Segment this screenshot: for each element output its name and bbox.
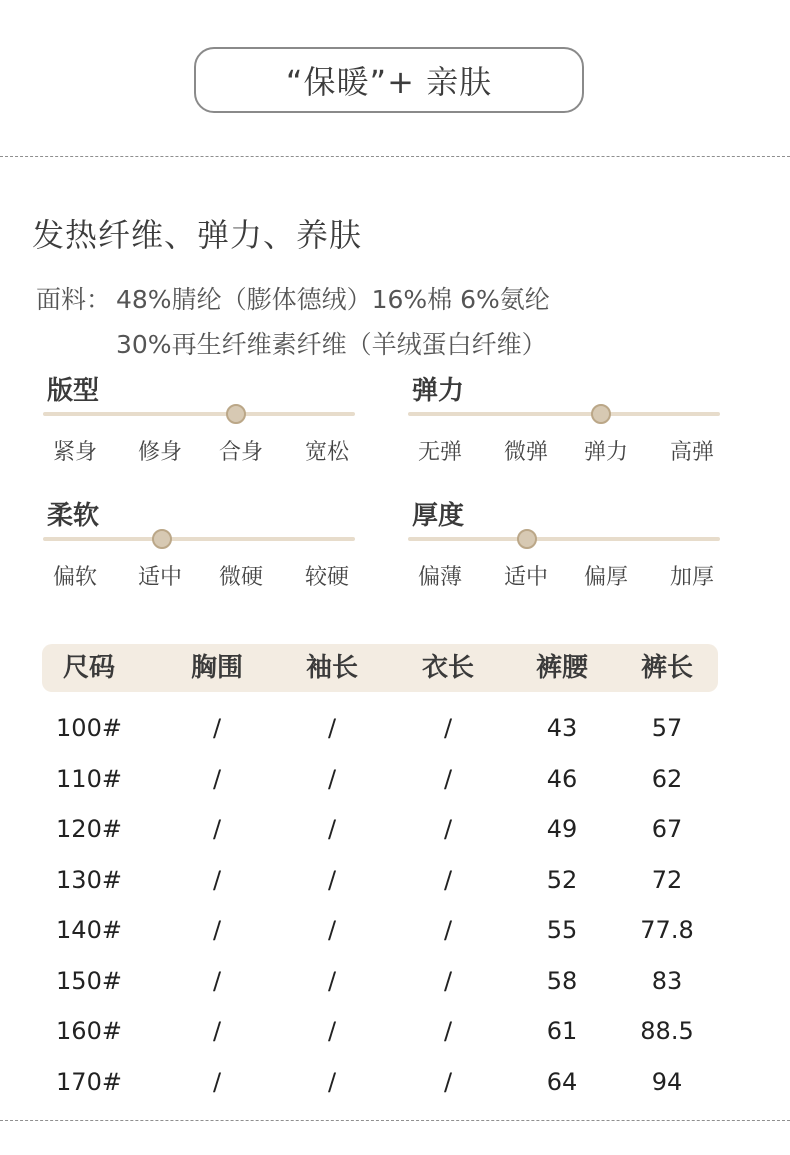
rating-title: 弹力 xyxy=(412,376,465,406)
rating-option: 偏软 xyxy=(52,565,98,590)
table-cell: / xyxy=(327,865,337,894)
table-cell: / xyxy=(212,916,222,944)
table-cell: 64 xyxy=(546,1067,578,1096)
rating-option: 无弹 xyxy=(417,440,463,465)
rating-option: 适中 xyxy=(503,565,549,590)
divider-bottom xyxy=(0,1120,790,1121)
rating-option: 较硬 xyxy=(304,565,350,590)
table-cell: 170# xyxy=(56,1067,122,1096)
rating-option: 微硬 xyxy=(218,565,264,590)
page-title: “保暖”+ 亲肤 xyxy=(285,63,493,101)
features-heading: 发热纤维、弹力、养肤 xyxy=(32,216,363,254)
table-row xyxy=(0,1057,790,1107)
table-cell: / xyxy=(212,966,222,995)
table-cell: / xyxy=(212,865,222,894)
rating-option: 微弹 xyxy=(503,440,549,465)
table-cell: 130# xyxy=(56,865,122,894)
rating-option: 紧身 xyxy=(52,440,98,465)
table-header-cell: 衣长 xyxy=(421,653,475,683)
rating-option: 弹力 xyxy=(583,440,629,465)
table-row xyxy=(0,804,790,854)
table-cell: / xyxy=(212,1017,222,1045)
table-cell: / xyxy=(443,916,453,944)
rating-indicator xyxy=(226,404,246,424)
table-cell: / xyxy=(327,966,337,995)
table-cell: 83 xyxy=(651,966,683,995)
table-cell: / xyxy=(443,714,453,742)
rating-track xyxy=(408,537,720,541)
table-cell: / xyxy=(212,1067,222,1096)
table-cell: 61 xyxy=(546,1017,578,1045)
table-cell: / xyxy=(443,815,453,843)
table-cell: / xyxy=(327,764,337,793)
fabric-composition-line-1: 48%腈纶（膨体德绒）16%棉 6%氨纶 xyxy=(116,285,550,314)
table-header-cell: 裤长 xyxy=(640,653,694,683)
fabric-composition-line-2: 30%再生纤维素纤维（羊绒蛋白纤维） xyxy=(116,330,547,359)
table-cell: / xyxy=(212,714,222,742)
title-banner xyxy=(194,47,584,113)
table-cell: / xyxy=(443,1067,453,1096)
table-cell: 94 xyxy=(651,1067,683,1096)
table-cell: 88.5 xyxy=(640,1017,694,1045)
table-cell: 72 xyxy=(651,865,683,894)
table-cell: 160# xyxy=(56,1017,122,1045)
table-cell: 140# xyxy=(56,916,122,944)
rating-track xyxy=(43,412,355,416)
rating-option: 偏厚 xyxy=(583,565,629,590)
rating-track xyxy=(408,412,720,416)
table-row xyxy=(0,855,790,905)
rating-title: 版型 xyxy=(47,376,100,406)
table-header-cell: 胸围 xyxy=(190,653,244,683)
table-cell: / xyxy=(212,764,222,793)
table-cell: 77.8 xyxy=(640,916,694,944)
table-cell: / xyxy=(443,1017,453,1045)
table-cell: / xyxy=(327,1017,337,1045)
rating-option: 偏薄 xyxy=(417,565,463,590)
fabric-label: 面料： xyxy=(36,285,112,314)
table-cell: 62 xyxy=(651,764,683,793)
table-cell: 46 xyxy=(546,764,578,793)
rating-option: 修身 xyxy=(137,440,183,465)
rating-track xyxy=(43,537,355,541)
divider-top xyxy=(0,156,790,157)
table-cell: 120# xyxy=(56,815,122,843)
table-cell: / xyxy=(443,764,453,793)
rating-title: 厚度 xyxy=(412,501,465,531)
table-cell: 150# xyxy=(56,966,122,995)
table-cell: / xyxy=(212,815,222,843)
table-cell: 49 xyxy=(546,815,578,843)
table-cell: 55 xyxy=(546,916,578,944)
rating-option: 合身 xyxy=(218,440,264,465)
table-row xyxy=(0,1006,790,1056)
rating-option: 宽松 xyxy=(304,440,350,465)
table-cell: / xyxy=(327,916,337,944)
table-cell: 67 xyxy=(651,815,683,843)
table-cell: / xyxy=(327,714,337,742)
table-row xyxy=(0,956,790,1006)
table-header-cell: 袖长 xyxy=(305,653,359,683)
table-cell: / xyxy=(443,966,453,995)
table-cell: 58 xyxy=(546,966,578,995)
rating-option: 适中 xyxy=(137,565,183,590)
rating-indicator xyxy=(152,529,172,549)
table-cell: 43 xyxy=(546,714,578,742)
table-cell: 52 xyxy=(546,865,578,894)
table-header-cell: 尺码 xyxy=(62,653,116,683)
table-cell: 110# xyxy=(56,764,122,793)
table-row xyxy=(0,703,790,753)
table-cell: / xyxy=(443,865,453,894)
rating-indicator xyxy=(517,529,537,549)
rating-title: 柔软 xyxy=(47,501,100,531)
table-cell: 100# xyxy=(56,714,122,742)
rating-option: 高弹 xyxy=(669,440,715,465)
table-row xyxy=(0,754,790,804)
table-header xyxy=(42,644,718,692)
table-cell: / xyxy=(327,815,337,843)
table-cell: / xyxy=(327,1067,337,1096)
table-cell: 57 xyxy=(651,714,683,742)
table-header-cell: 裤腰 xyxy=(535,653,589,683)
rating-option: 加厚 xyxy=(669,565,715,590)
table-row xyxy=(0,905,790,955)
rating-indicator xyxy=(591,404,611,424)
